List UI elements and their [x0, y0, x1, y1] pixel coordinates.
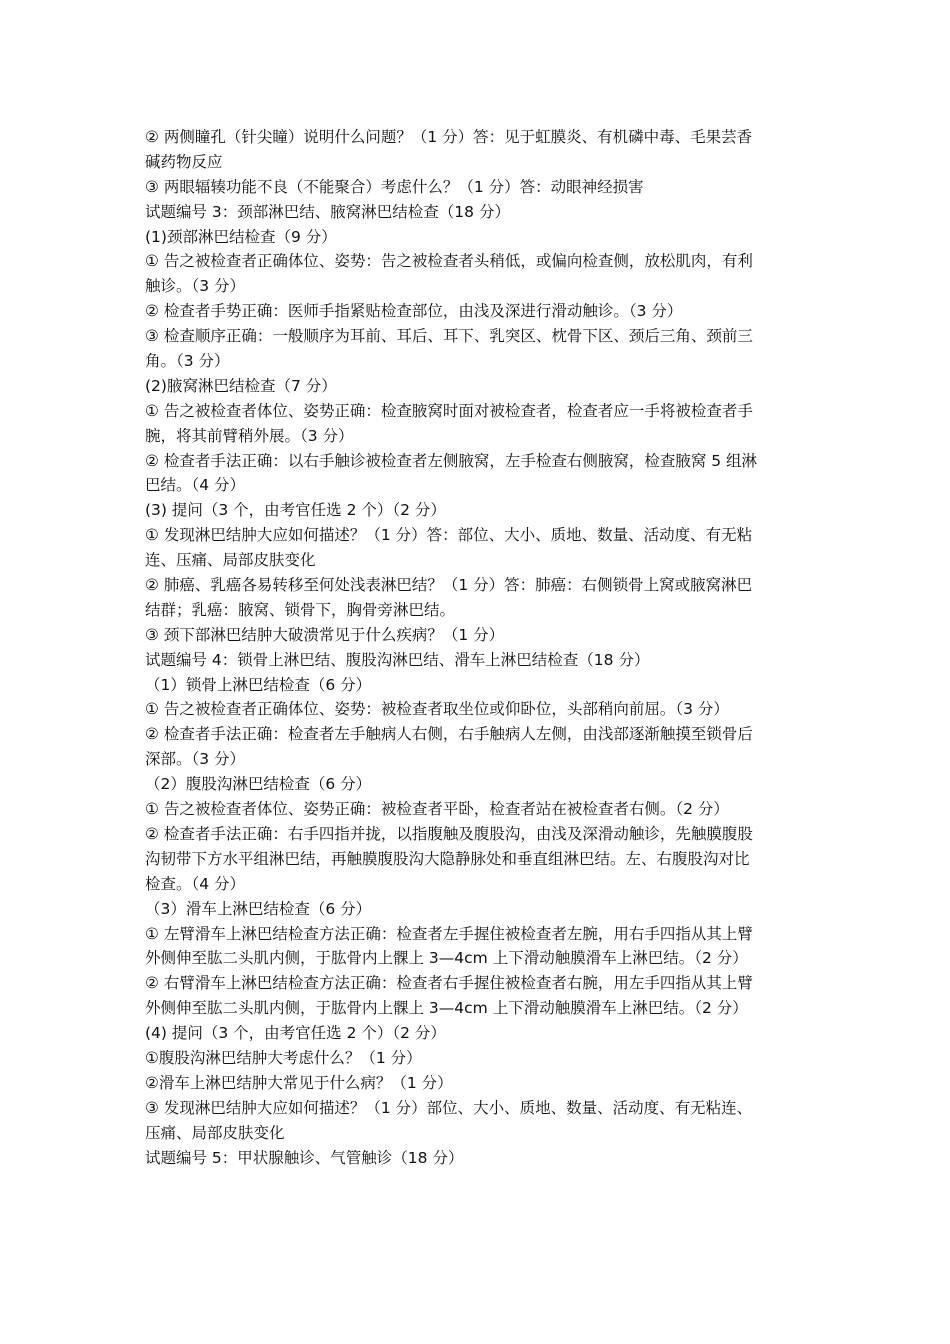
text-line: ① 告之被检查者体位、姿势正确：被检查者平卧，检查者站在被检查者右侧。（2 分） [145, 800, 729, 819]
text-line: 巴结。（4 分） [145, 476, 246, 495]
text-line: ③ 检查顺序正确：一般顺序为耳前、耳后、耳下、乳突区、枕骨下区、颈后三角、颈前三 [145, 327, 753, 346]
text-line: 试题编号 3：颈部淋巴结、腋窝淋巴结检查（18 分） [145, 202, 510, 221]
text-line: ② 检查者手法正确：检查者左手触病人右侧，右手触病人左侧，由浅部逐渐触摸至锁骨后 [145, 725, 753, 744]
text-line: ①腹股沟淋巴结肿大考虑什么？（1 分） [145, 1048, 422, 1067]
text-line: ② 两侧瞳孔（针尖瞳）说明什么问题？（1 分）答：见于虹膜炎、有机磷中毒、毛果芸香 [145, 128, 753, 146]
text-line: 触诊。（3 分） [145, 277, 246, 296]
text-line: 碱药物反应 [145, 152, 223, 171]
text-line: ②滑车上淋巴结肿大常见于什么病？（1 分） [145, 1073, 453, 1092]
text-line: （2）腹股沟淋巴结检查（6 分） [145, 775, 372, 794]
text-line: (4) 提问（3 个，由考官任选 2 个）（2 分） [145, 1024, 446, 1043]
text-line: 结群；乳癌：腋窝、锁骨下，胸骨旁淋巴结。 [145, 600, 456, 619]
text-line: （3）滑车上淋巴结检查（6 分） [145, 899, 372, 918]
text-line: ① 发现淋巴结肿大应如何描述？（1 分）答：部位、大小、质地、数量、活动度、有无粘 [145, 526, 753, 545]
text-line: 角。（3 分） [145, 352, 230, 371]
text-line: 外侧伸至肱二头肌内侧，于肱骨内上髁上 3—4cm 上下滑动触膜滑车上淋巴结。（2 分） [145, 999, 748, 1018]
text-line: ① 告之被检查者正确体位、姿势：被检查者取坐位或仰卧位，头部稍向前屈。（3 分） [145, 700, 729, 719]
text-line: ② 右臂滑车上淋巴结检查方法正确：检查者右手握住被检查者右腕，用左手四指从其上臂 [145, 974, 753, 993]
text-line: 沟韧带下方水平组淋巴结，再触膜腹股沟大隐静脉处和垂直组淋巴结。左、右腹股沟对比 [145, 849, 750, 868]
text-line: 试题编号 4：锁骨上淋巴结、腹股沟淋巴结、滑车上淋巴结检查（18 分） [145, 650, 650, 669]
text-line: ① 告之被检查者体位、姿势正确：检查腋窝时面对被检查者，检查者应一手将被检查者手 [145, 401, 753, 420]
text-line: ② 检查者手法正确：以右手触诊被检查者左侧腋窝，左手检查右侧腋窝，检查腋窝 5 组淋 [145, 451, 758, 470]
text-line: 检查。（4 分） [145, 874, 246, 893]
text-line: ② 检查者手法正确：右手四指并拢，以指腹触及腹股沟，由浅及深滑动触诊，先触膜腹股 [145, 824, 753, 843]
text-line: ③ 两眼辐辏功能不良（不能聚合）考虑什么？（1 分）答：动眼神经损害 [145, 177, 644, 196]
document-body [145, 125, 810, 1170]
text-line: ② 检查者手势正确：医师手指紧贴检查部位，由浅及深进行滑动触诊。（3 分） [145, 302, 683, 321]
text-line: 腕，将其前臂稍外展。（3 分） [145, 426, 354, 445]
text-line: (1)颈部淋巴结检查（9 分） [145, 227, 337, 246]
text-line: ③ 发现淋巴结肿大应如何描述？（1 分）部位、大小、质地、数量、活动度、有无粘连、 [145, 1098, 753, 1117]
text-line: 压痛、局部皮肤变化 [145, 1123, 285, 1142]
text-line: （1）锁骨上淋巴结检查（6 分） [145, 675, 372, 694]
text-line: 深部。（3 分） [145, 750, 246, 769]
text-line: 连、压痛、局部皮肤变化 [145, 551, 316, 570]
text-line: 试题编号 5：甲状腺触诊、气管触诊（18 分） [145, 1148, 464, 1167]
text-line: (3) 提问（3 个，由考官任选 2 个）（2 分） [145, 501, 446, 520]
text-line: ① 告之被检查者正确体位、姿势：告之被检查者头稍低，或偏向检查侧，放松肌肉，有利 [145, 252, 753, 271]
text-line: 外侧伸至肱二头肌内侧，于肱骨内上髁上 3—4cm 上下滑动触膜滑车上淋巴结。（2 分） [145, 949, 748, 968]
text-line: ② 肺癌、乳癌各易转移至何处浅表淋巴结？（1 分）答：肺癌：右侧锁骨上窝或腋窝淋巴 [145, 576, 753, 595]
text-line: ① 左臂滑车上淋巴结检查方法正确：检查者左手握住被检查者左腕，用右手四指从其上臂 [145, 924, 753, 943]
text-line: ③ 颈下部淋巴结肿大破溃常见于什么疾病？（1 分） [145, 625, 505, 644]
text-line: (2)腋窝淋巴结检查（7 分） [145, 376, 337, 395]
